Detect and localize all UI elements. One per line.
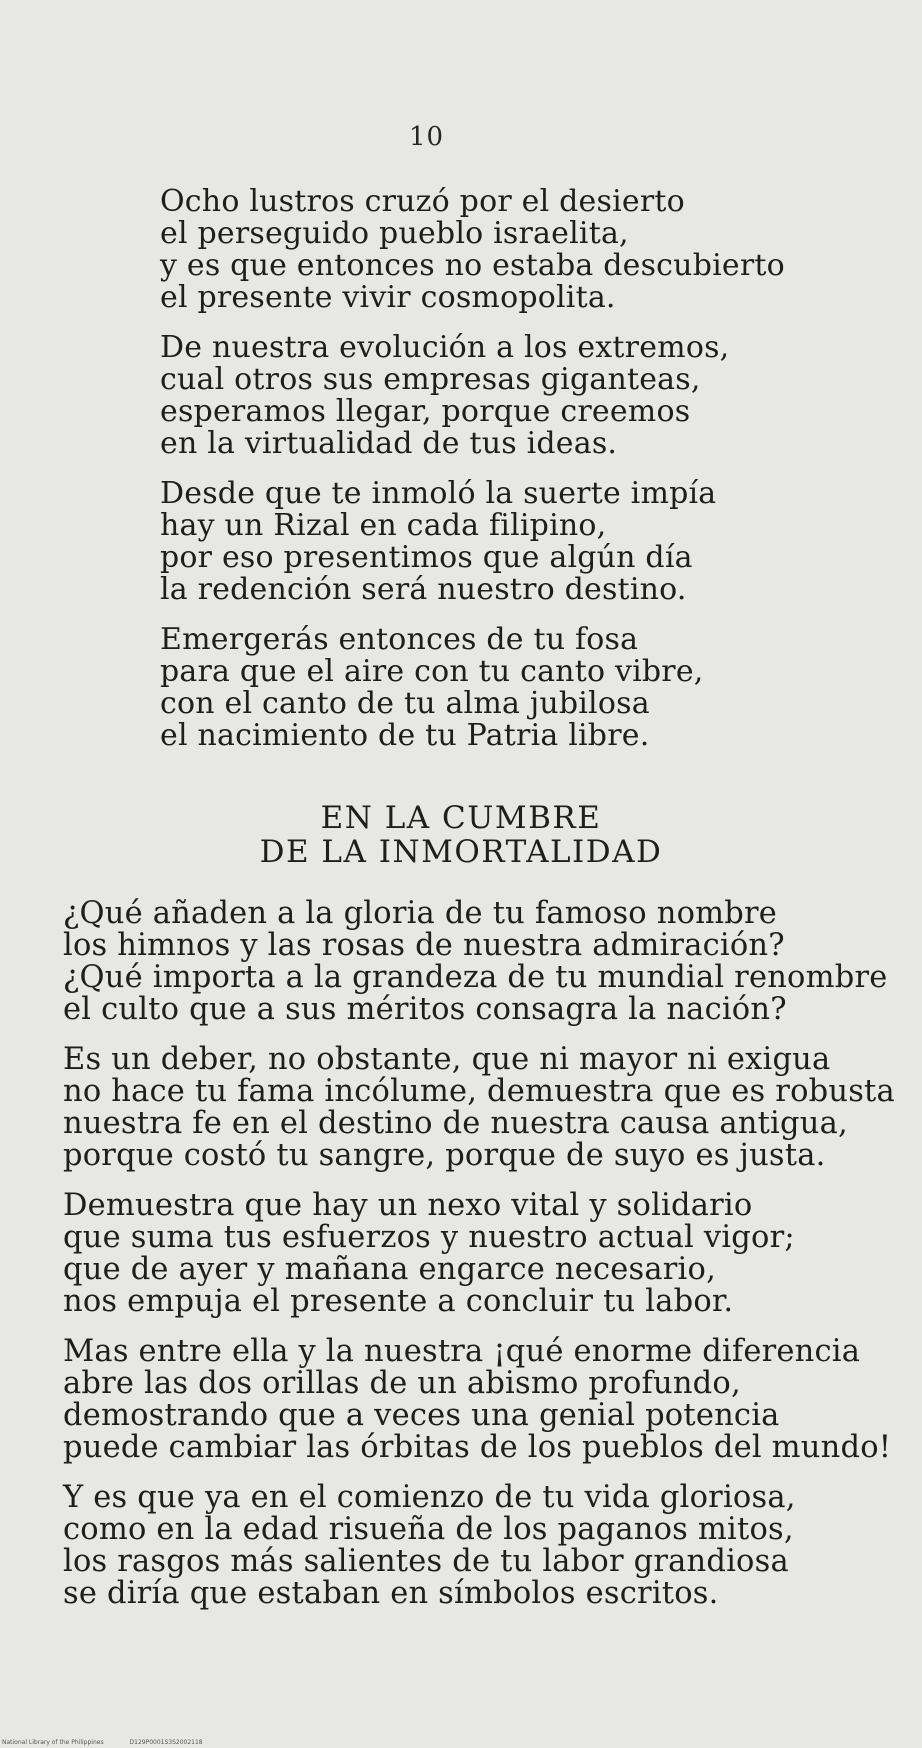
title-line-2: DE LA INMORTALIDAD	[259, 834, 663, 870]
verse-line: nuestra fe en el destino de nuestra causa antigua,	[63, 1106, 848, 1141]
stanza	[160, 332, 860, 460]
stanza	[63, 1482, 913, 1610]
stanza	[160, 478, 860, 606]
poem-en-la-cumbre	[63, 898, 913, 1628]
verse-line: Mas entre ella y la nuestra ¡qué enorme diferencia	[63, 1334, 861, 1369]
verse-line: esperamos llegar, porque creemos	[160, 394, 691, 429]
verse-line: porque costó tu sangre, porque de suyo es justa.	[63, 1138, 826, 1173]
verse-line: el culto que a sus méritos consagra la nación?	[63, 992, 787, 1027]
title-line-1: EN LA CUMBRE	[320, 800, 602, 836]
scan-footer	[2, 1739, 227, 1746]
stanza	[160, 186, 860, 314]
poem-title	[0, 801, 922, 869]
verse-line: De nuestra evolución a los extremos,	[160, 330, 730, 365]
stanza	[63, 1190, 913, 1318]
verse-line: los himnos y las rosas de nuestra admiración?	[63, 928, 785, 963]
verse-line: para que el aire con tu canto vibre,	[160, 654, 704, 689]
verse-line: no hace tu fama incólume, demuestra que es robusta	[63, 1074, 895, 1109]
verse-line: con el canto de tu alma jubilosa	[160, 686, 650, 721]
stanza	[63, 1336, 913, 1464]
poem-continuation	[160, 186, 860, 770]
verse-line: Demuestra que hay un nexo vital y solidario	[63, 1188, 753, 1223]
stanza	[63, 1044, 913, 1172]
verse-line: y es que entonces no estaba descubierto	[160, 248, 785, 283]
verse-line: nos empuja el presente a concluir tu labor.	[63, 1284, 734, 1319]
verse-line: Emergerás entonces de tu fosa	[160, 622, 639, 657]
verse-line: cual otros sus empresas giganteas,	[160, 362, 701, 397]
verse-line: el perseguido pueblo israelita,	[160, 216, 629, 251]
verse-line: los rasgos más salientes de tu labor grandiosa	[63, 1544, 789, 1579]
verse-line: puede cambiar las órbitas de los pueblos del mundo!	[63, 1430, 892, 1465]
verse-line: Desde que te inmoló la suerte impía	[160, 476, 717, 511]
verse-line: el nacimiento de tu Patria libre.	[160, 718, 650, 753]
scan-code: D129P0001S3S2002118	[129, 1739, 203, 1746]
verse-line: se diría que estaban en símbolos escritos.	[63, 1576, 719, 1611]
verse-line: la redención será nuestro destino.	[160, 572, 687, 607]
verse-line: que suma tus esfuerzos y nuestro actual vigor;	[63, 1220, 795, 1255]
verse-line: Y es que ya en el comienzo de tu vida gloriosa,	[63, 1480, 796, 1515]
verse-line: abre las dos orillas de un abismo profundo,	[63, 1366, 741, 1401]
verse-line: por eso presentimos que algún día	[160, 540, 693, 575]
verse-line: el presente vivir cosmopolita.	[160, 280, 616, 315]
verse-line: Ocho lustros cruzó por el desierto	[160, 184, 685, 219]
library-credit: National Library of the Philippines	[2, 1739, 104, 1746]
verse-line: ¿Qué añaden a la gloria de tu famoso nombre	[63, 896, 778, 931]
stanza	[63, 898, 913, 1026]
page-number: 10	[409, 122, 445, 152]
verse-line: que de ayer y mañana engarce necesario,	[63, 1252, 716, 1287]
verse-line: como en la edad risueña de los paganos mitos,	[63, 1512, 794, 1547]
stanza	[160, 624, 860, 752]
verse-line: demostrando que a veces una genial potencia	[63, 1398, 780, 1433]
verse-line: en la virtualidad de tus ideas.	[160, 426, 618, 461]
verse-line: Es un deber, no obstante, que ni mayor ni exigua	[63, 1042, 831, 1077]
verse-line: ¿Qué importa a la grandeza de tu mundial renombre	[63, 960, 888, 995]
verse-line: hay un Rizal en cada filipino,	[160, 508, 607, 543]
